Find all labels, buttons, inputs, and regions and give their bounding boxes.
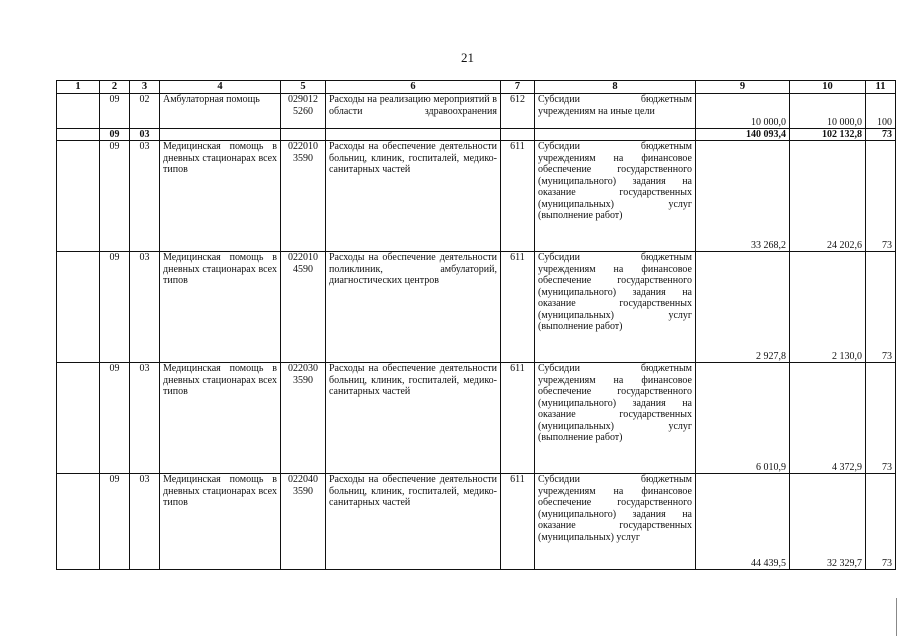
- table-row: [57, 474, 896, 570]
- cell-col1: [57, 474, 100, 570]
- cell-planned: 2 927,8: [696, 252, 790, 363]
- header-cell: 3: [130, 81, 160, 94]
- cell-description: Расходы на обеспечение деятельности больниц, клиник, госпиталей, медико-санитарных частей: [326, 141, 501, 252]
- header-cell: 6: [326, 81, 501, 94]
- budget-table: [56, 80, 896, 570]
- page-number: 21: [461, 50, 474, 65]
- cell-expense-description: Субсидии бюджетным учреждениям на финансовое обеспечение государственного (муниципального) задания на оказание государственных (муниципальных) услуг (выполнение работ): [535, 141, 696, 252]
- cell-percent: 73: [866, 474, 896, 570]
- cell-expense-description: Субсидии бюджетным учреждениям на иные цели: [535, 94, 696, 129]
- table-header-row: [57, 81, 896, 94]
- cell-planned: 33 268,2: [696, 141, 790, 252]
- cell-actual: 102 132,8: [790, 129, 866, 141]
- cell-target-code: 022030 3590: [281, 363, 326, 474]
- cell-target-code: 029012 5260: [281, 94, 326, 129]
- cell-expense-description: Субсидии бюджетным учреждениям на финансовое обеспечение государственного (муниципального) задания на оказание государственных (муниципальных) услуг (выполнение работ): [535, 363, 696, 474]
- cell-col1: [57, 141, 100, 252]
- cell-subsection: 03: [130, 474, 160, 570]
- cell-percent: 73: [866, 129, 896, 141]
- cell-target-code: [281, 129, 326, 141]
- header-cell: 11: [866, 81, 896, 94]
- cell-percent: 73: [866, 141, 896, 252]
- cell-name: [160, 129, 281, 141]
- scan-edge-line: [896, 598, 897, 636]
- cell-expense-type: 611: [501, 252, 535, 363]
- table-row: [57, 363, 896, 474]
- cell-description: Расходы на реализацию мероприятий в области здравоохранения: [326, 94, 501, 129]
- header-cell: 7: [501, 81, 535, 94]
- cell-expense-description: [535, 129, 696, 141]
- cell-section: 09: [100, 141, 130, 252]
- cell-name: Медицинская помощь в дневных стационарах всех типов: [160, 141, 281, 252]
- cell-percent: 73: [866, 363, 896, 474]
- cell-description: [326, 129, 501, 141]
- cell-subsection: 03: [130, 363, 160, 474]
- cell-target-code: 022040 3590: [281, 474, 326, 570]
- cell-expense-type: [501, 129, 535, 141]
- cell-planned: 6 010,9: [696, 363, 790, 474]
- cell-description: Расходы на обеспечение деятельности поликлиник, амбулаторий, диагностических центров: [326, 252, 501, 363]
- cell-subsection: 02: [130, 94, 160, 129]
- cell-expense-type: 612: [501, 94, 535, 129]
- cell-planned: 140 093,4: [696, 129, 790, 141]
- cell-name: Медицинская помощь в дневных стационарах всех типов: [160, 252, 281, 363]
- cell-name: Медицинская помощь в дневных стационарах всех типов: [160, 363, 281, 474]
- cell-target-code: 022010 3590: [281, 141, 326, 252]
- cell-planned: 10 000,0: [696, 94, 790, 129]
- header-cell: 1: [57, 81, 100, 94]
- cell-planned: 44 439,5: [696, 474, 790, 570]
- cell-target-code: 022010 4590: [281, 252, 326, 363]
- header-cell: 4: [160, 81, 281, 94]
- cell-col1: [57, 129, 100, 141]
- cell-col1: [57, 94, 100, 129]
- cell-description: Расходы на обеспечение деятельности больниц, клиник, госпиталей, медико-санитарных частей: [326, 363, 501, 474]
- table-row: [57, 141, 896, 252]
- cell-subsection: 03: [130, 252, 160, 363]
- cell-description: Расходы на обеспечение деятельности больниц, клиник, госпиталей, медико-санитарных частей: [326, 474, 501, 570]
- cell-name: Медицинская помощь в дневных стационарах всех типов: [160, 474, 281, 570]
- cell-actual: 10 000,0: [790, 94, 866, 129]
- cell-actual: 2 130,0: [790, 252, 866, 363]
- cell-col1: [57, 252, 100, 363]
- cell-col1: [57, 363, 100, 474]
- cell-actual: 32 329,7: [790, 474, 866, 570]
- cell-percent: 100: [866, 94, 896, 129]
- cell-actual: 24 202,6: [790, 141, 866, 252]
- header-cell: 9: [696, 81, 790, 94]
- cell-expense-description: Субсидии бюджетным учреждениям на финансовое обеспечение государственного (муниципального) задания на оказание государственных (муниципальных) услуг: [535, 474, 696, 570]
- cell-percent: 73: [866, 252, 896, 363]
- cell-subsection: 03: [130, 129, 160, 141]
- header-cell: 2: [100, 81, 130, 94]
- cell-expense-type: 611: [501, 363, 535, 474]
- cell-name: Амбулаторная помощь: [160, 94, 281, 129]
- cell-section: 09: [100, 129, 130, 141]
- header-cell: 5: [281, 81, 326, 94]
- cell-section: 09: [100, 363, 130, 474]
- subtotal-row: [57, 129, 896, 141]
- header-cell: 8: [535, 81, 696, 94]
- cell-expense-type: 611: [501, 474, 535, 570]
- cell-actual: 4 372,9: [790, 363, 866, 474]
- cell-expense-description: Субсидии бюджетным учреждениям на финансовое обеспечение государственного (муниципального) задания на оказание государственных (муниципальных) услуг (выполнение работ): [535, 252, 696, 363]
- cell-section: 09: [100, 252, 130, 363]
- table-row: [57, 94, 896, 129]
- cell-expense-type: 611: [501, 141, 535, 252]
- table-row: [57, 252, 896, 363]
- header-cell: 10: [790, 81, 866, 94]
- cell-section: 09: [100, 474, 130, 570]
- cell-subsection: 03: [130, 141, 160, 252]
- cell-section: 09: [100, 94, 130, 129]
